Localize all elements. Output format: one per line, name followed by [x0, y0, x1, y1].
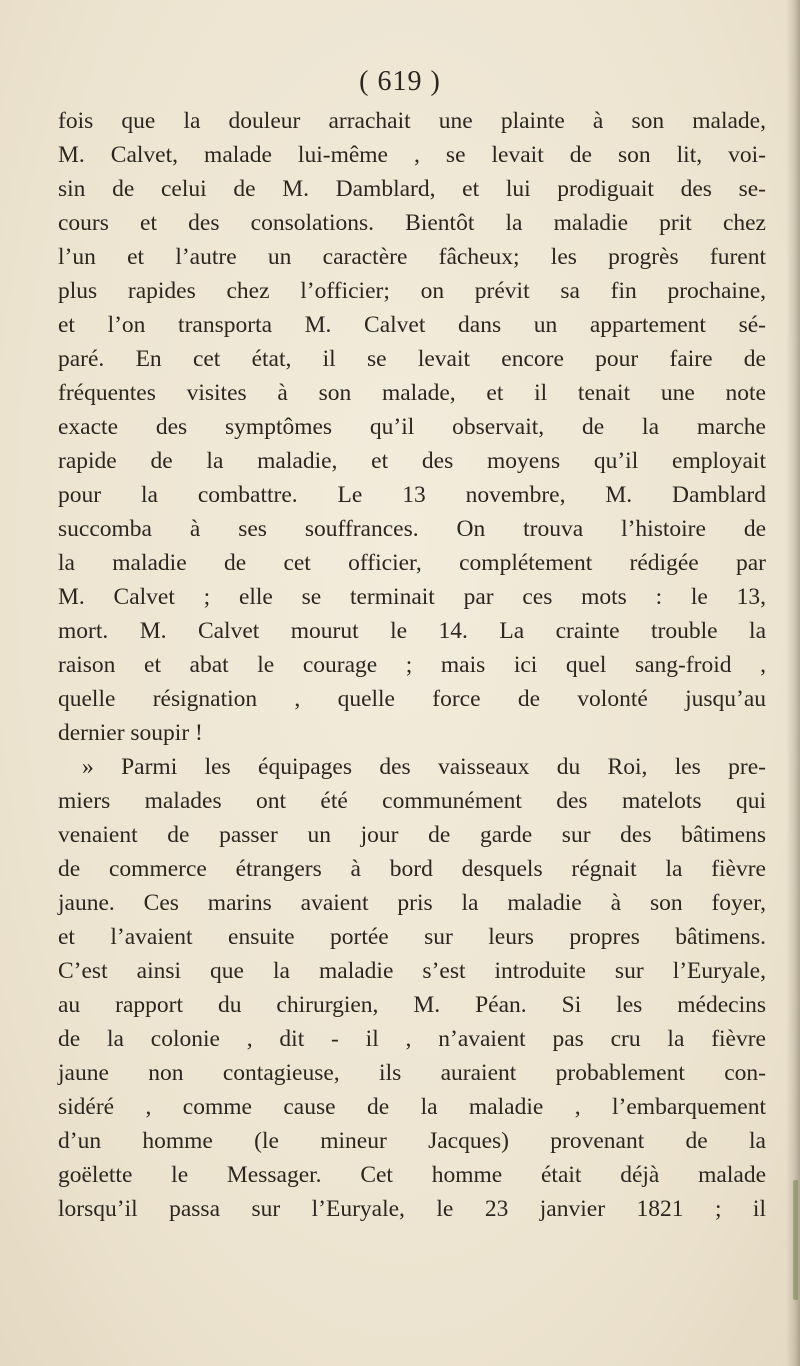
text-line: venaient de passer un jour de garde sur des bâtimens — [58, 822, 766, 848]
text-line: succomba à ses souffrances. On trouva l’histoire de — [58, 516, 766, 542]
text-line: et l’avaient ensuite portée sur leurs propres bâtimens. — [58, 924, 766, 950]
text-line: dernier soupir ! — [58, 720, 203, 746]
text-line: de la colonie , dit - il , n’avaient pas cru la fièvre — [58, 1026, 766, 1052]
text-line: pour la combattre. Le 13 novembre, M. Damblard — [58, 482, 766, 508]
text-line: cours et des consolations. Bientôt la maladie prit chez — [58, 210, 766, 236]
text-line: de commerce étrangers à bord desquels régnait la fièvre — [58, 856, 766, 882]
text-line: au rapport du chirurgien, M. Péan. Si les médecins — [58, 992, 766, 1018]
text-line: la maladie de cet officier, complétement rédigée par — [58, 550, 766, 576]
body-text — [58, 104, 766, 1226]
text-line: et l’on transporta M. Calvet dans un appartement sé- — [58, 312, 766, 338]
text-line: fréquentes visites à son malade, et il tenait une note — [58, 380, 766, 406]
text-line: goëlette le Messager. Cet homme était déjà malade — [58, 1162, 766, 1188]
text-line: lorsqu’il passa sur l’Euryale, le 23 janvier 1821 ; il — [58, 1196, 766, 1222]
text-line: sidéré , comme cause de la maladie , l’embarquement — [58, 1094, 766, 1120]
text-line: quelle résignation , quelle force de volonté jusqu’au — [58, 686, 766, 712]
page-edge-shadow — [786, 0, 800, 1366]
page-number: ( 619 ) — [359, 66, 441, 97]
text-line: M. Calvet ; elle se terminait par ces mots : le 13, — [58, 584, 766, 610]
text-line: jaune. Ces marins avaient pris la maladie à son foyer, — [58, 890, 766, 916]
text-line: plus rapides chez l’officier; on prévit sa fin prochaine, — [58, 278, 766, 304]
text-line: M. Calvet, malade lui-même , se levait de son lit, voi- — [58, 142, 766, 168]
text-line: » Parmi les équipages des vaisseaux du Roi, les pre- — [82, 754, 766, 780]
text-line: d’un homme (le mineur Jacques) provenant de la — [58, 1128, 766, 1154]
text-line: mort. M. Calvet mourut le 14. La crainte trouble la — [58, 618, 766, 644]
text-line: C’est ainsi que la maladie s’est introduite sur l’Euryale, — [58, 958, 766, 984]
text-line: exacte des symptômes qu’il observait, de la marche — [58, 414, 766, 440]
text-line: rapide de la maladie, et des moyens qu’il employait — [58, 448, 766, 474]
text-line: jaune non contagieuse, ils auraient probablement con- — [58, 1060, 766, 1086]
page-edge-stain — [793, 1180, 798, 1300]
text-line: miers malades ont été communément des matelots qui — [58, 788, 766, 814]
text-line: raison et abat le courage ; mais ici quel sang-froid , — [58, 652, 766, 678]
text-line: fois que la douleur arrachait une plainte à son malade, — [58, 108, 766, 134]
text-line: sin de celui de M. Damblard, et lui prodiguait des se- — [58, 176, 766, 202]
text-line: l’un et l’autre un caractère fâcheux; les progrès furent — [58, 244, 766, 270]
text-line: paré. En cet état, il se levait encore pour faire de — [58, 346, 766, 372]
